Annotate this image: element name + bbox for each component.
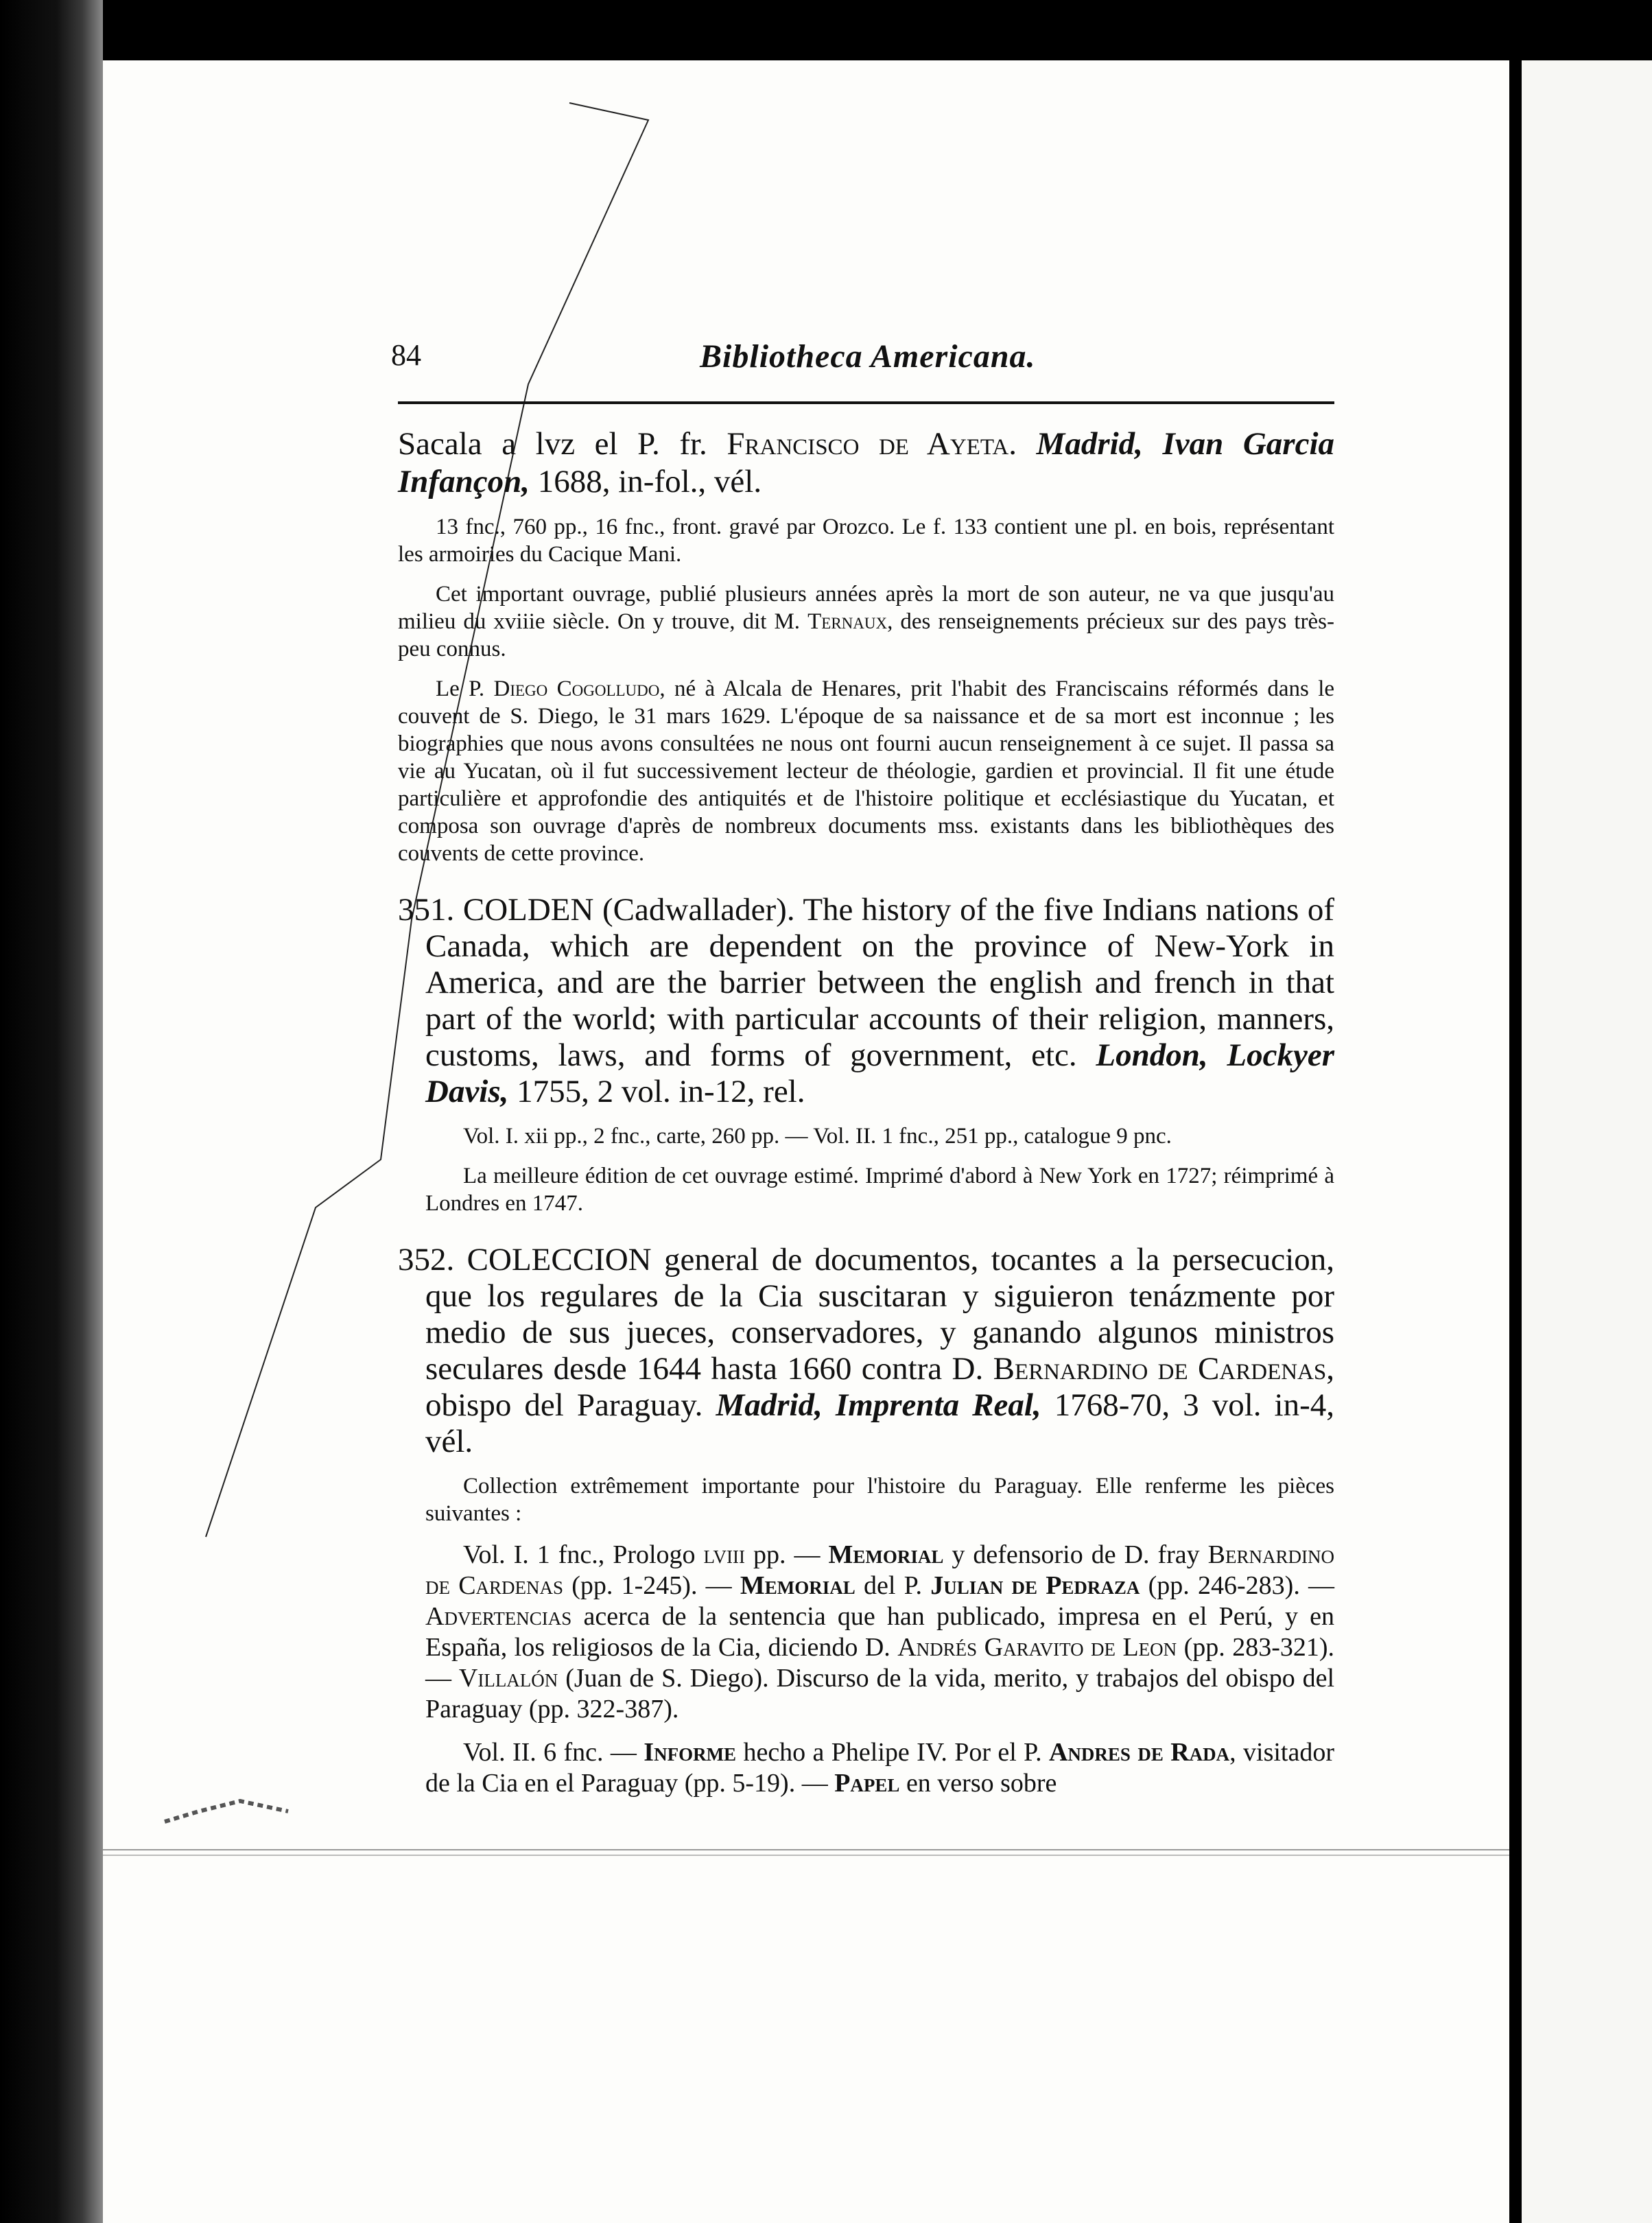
- note-text: pp. —: [753, 1540, 821, 1569]
- entry-text: Sacala a lvz el P. fr.: [398, 426, 707, 462]
- volume-2-contents: [398, 1737, 1334, 1799]
- continuation-entry: [398, 425, 1334, 501]
- document-title: Memorial: [828, 1540, 944, 1569]
- note-text: hecho a Phelipe IV. Por el P.: [743, 1738, 1042, 1767]
- person-name: Villalón: [458, 1664, 558, 1693]
- imprint: Madrid, Imprenta Real,: [716, 1387, 1041, 1423]
- entry-text: 1688, in-fol., vél.: [537, 464, 762, 499]
- entry-text: COLECCION general de documentos, tocantes a la persecucion, que los regulares de la Cia suscitaran y siguieron tenázmente por medio de sus jueces, conservadores, y ganando algunos ministros seculares desde 1644 hasta 1660 contra D.: [425, 1242, 1335, 1387]
- note-text: Cet important ouvrage, publié plusieurs années après la mort de son auteur, ne va que jusqu'au milieu du xviiie siècle. On y trouve, dit M.: [398, 582, 1334, 634]
- book-binding-edge: [0, 0, 103, 2223]
- entry-351: [398, 892, 1334, 1110]
- note-text: acerca de la sentencia que han publicado, impresa en el Perú, y en España, los religiosos de la Cia, diciendo D.: [425, 1602, 1335, 1662]
- commentary-note: Collection extrêmement importante pour l'histoire du Paraguay. Elle renferme les pièces suivantes :: [425, 1474, 1334, 1526]
- facing-page-edge: [1509, 60, 1652, 2223]
- page-content: [398, 425, 1334, 1799]
- document-title: Informe: [644, 1738, 737, 1767]
- note-text: del P.: [863, 1571, 923, 1600]
- entry-text: 1755, 2 vol. in-12, rel.: [517, 1074, 805, 1109]
- note-text: (pp. 246-283). —: [1148, 1571, 1335, 1600]
- person-name: Bernardino de Cardenas: [425, 1540, 1334, 1600]
- note-text: (pp. 283-321). —: [425, 1633, 1335, 1693]
- note-text: Vol. I. 1 fnc., Prologo: [463, 1540, 696, 1569]
- note-text: Le P.: [436, 677, 485, 701]
- entry-text: .: [1008, 426, 1017, 462]
- biography-note: [398, 675, 1334, 867]
- imprint: Madrid, Ivan Garcia Infançon,: [398, 426, 1335, 499]
- note-text: Vol. II. 6 fnc. —: [463, 1738, 637, 1767]
- page-header: [391, 338, 1331, 379]
- note-text: en verso sobre: [906, 1769, 1057, 1798]
- note-text: y defensorio de D. fray: [952, 1540, 1200, 1569]
- entry-text: COLDEN (Cadwallader). The history of the five Indians nations of Canada, which are dependent on the province of New-York in America, and are the barrier between the english and french in that part of the world; with particular accounts of their religion, manners, customs, laws, and forms of government, etc.: [425, 892, 1334, 1073]
- person-name: Ternaux: [807, 609, 888, 634]
- note-text: (pp. 1-245). —: [571, 1571, 732, 1600]
- facing-page: [1522, 60, 1652, 2223]
- page-count: lviii: [703, 1540, 746, 1569]
- entry-text: 1768-70, 3 vol. in-4, vél.: [425, 1387, 1334, 1459]
- document-title: Memorial: [740, 1571, 856, 1600]
- commentary-note: [398, 580, 1334, 663]
- commentary-note: La meilleure édition de cet ouvrage estimé. Imprimé d'abord à New York en 1727; réimprimé à Londres en 1747.: [425, 1164, 1334, 1216]
- note-text: , né à Alcala de Henares, prit l'habit des Franciscains réformés dans le couvent de S. Diego, le 31 mars 1629. L'époque de sa naissance et de sa mort est inconnue ; les biographies que nous avons consultées ne nous ont fourni aucun renseignement à ce sujet. Il passa sa vie au Yucatan, où il fut successivement lecteur de théologie, gardien et provincial. Il fit une étude particulière et approfondie des antiquités et de l'histoire politique et ecclésiastique du Yucatan, et composa son ouvrage d'après de nombreux documents mss. existants dans les bibliothèques des couvents de cette province.: [398, 677, 1335, 866]
- collation-note: 13 fnc., 760 pp., 16 fnc., front. gravé par Orozco. Le f. 133 contient une pl. en bois, représentant les armoiries du Cacique Mani.: [398, 515, 1334, 567]
- scan-artifact-line: [103, 1849, 1509, 1856]
- person-name: Julian de Pedraza: [930, 1571, 1140, 1600]
- document-title: Advertencias: [425, 1602, 572, 1631]
- person-name: Andres de Rada: [1048, 1738, 1230, 1767]
- note-text: , des renseignements précieux sur des pays très-peu connus.: [398, 609, 1334, 661]
- collation-note: Vol. I. xii pp., 2 fnc., carte, 260 pp. — Vol. II. 1 fnc., 251 pp., catalogue 9 pnc.: [463, 1124, 1172, 1149]
- person-name: Bernardino de Cardenas: [993, 1351, 1327, 1387]
- author-name: Francisco de Ayeta: [727, 426, 1009, 462]
- entry-text: , obispo del Paraguay.: [425, 1351, 1334, 1423]
- imprint: London, Lockyer Davis,: [425, 1037, 1334, 1109]
- note-text: (Juan de S. Diego). Discurso de la vida, merito, y trabajos del obispo del Paraguay (pp. 322-387).: [425, 1664, 1335, 1724]
- entry-352: [398, 1242, 1334, 1460]
- person-name: Diego Cogolludo: [493, 677, 660, 701]
- note-text: , visitador de la Cia en el Paraguay (pp. 5-19). —: [425, 1738, 1334, 1798]
- page-number: 84: [391, 338, 421, 372]
- document-title: Papel: [834, 1769, 900, 1798]
- person-name: Andrés Garavito de Leon: [897, 1633, 1177, 1662]
- volume-1-contents: [398, 1540, 1334, 1725]
- header-rule: [398, 401, 1334, 404]
- running-title: Bibliotheca Americana.: [700, 338, 1036, 375]
- entry-number: 351.: [398, 892, 455, 928]
- entry-number: 352.: [398, 1242, 455, 1278]
